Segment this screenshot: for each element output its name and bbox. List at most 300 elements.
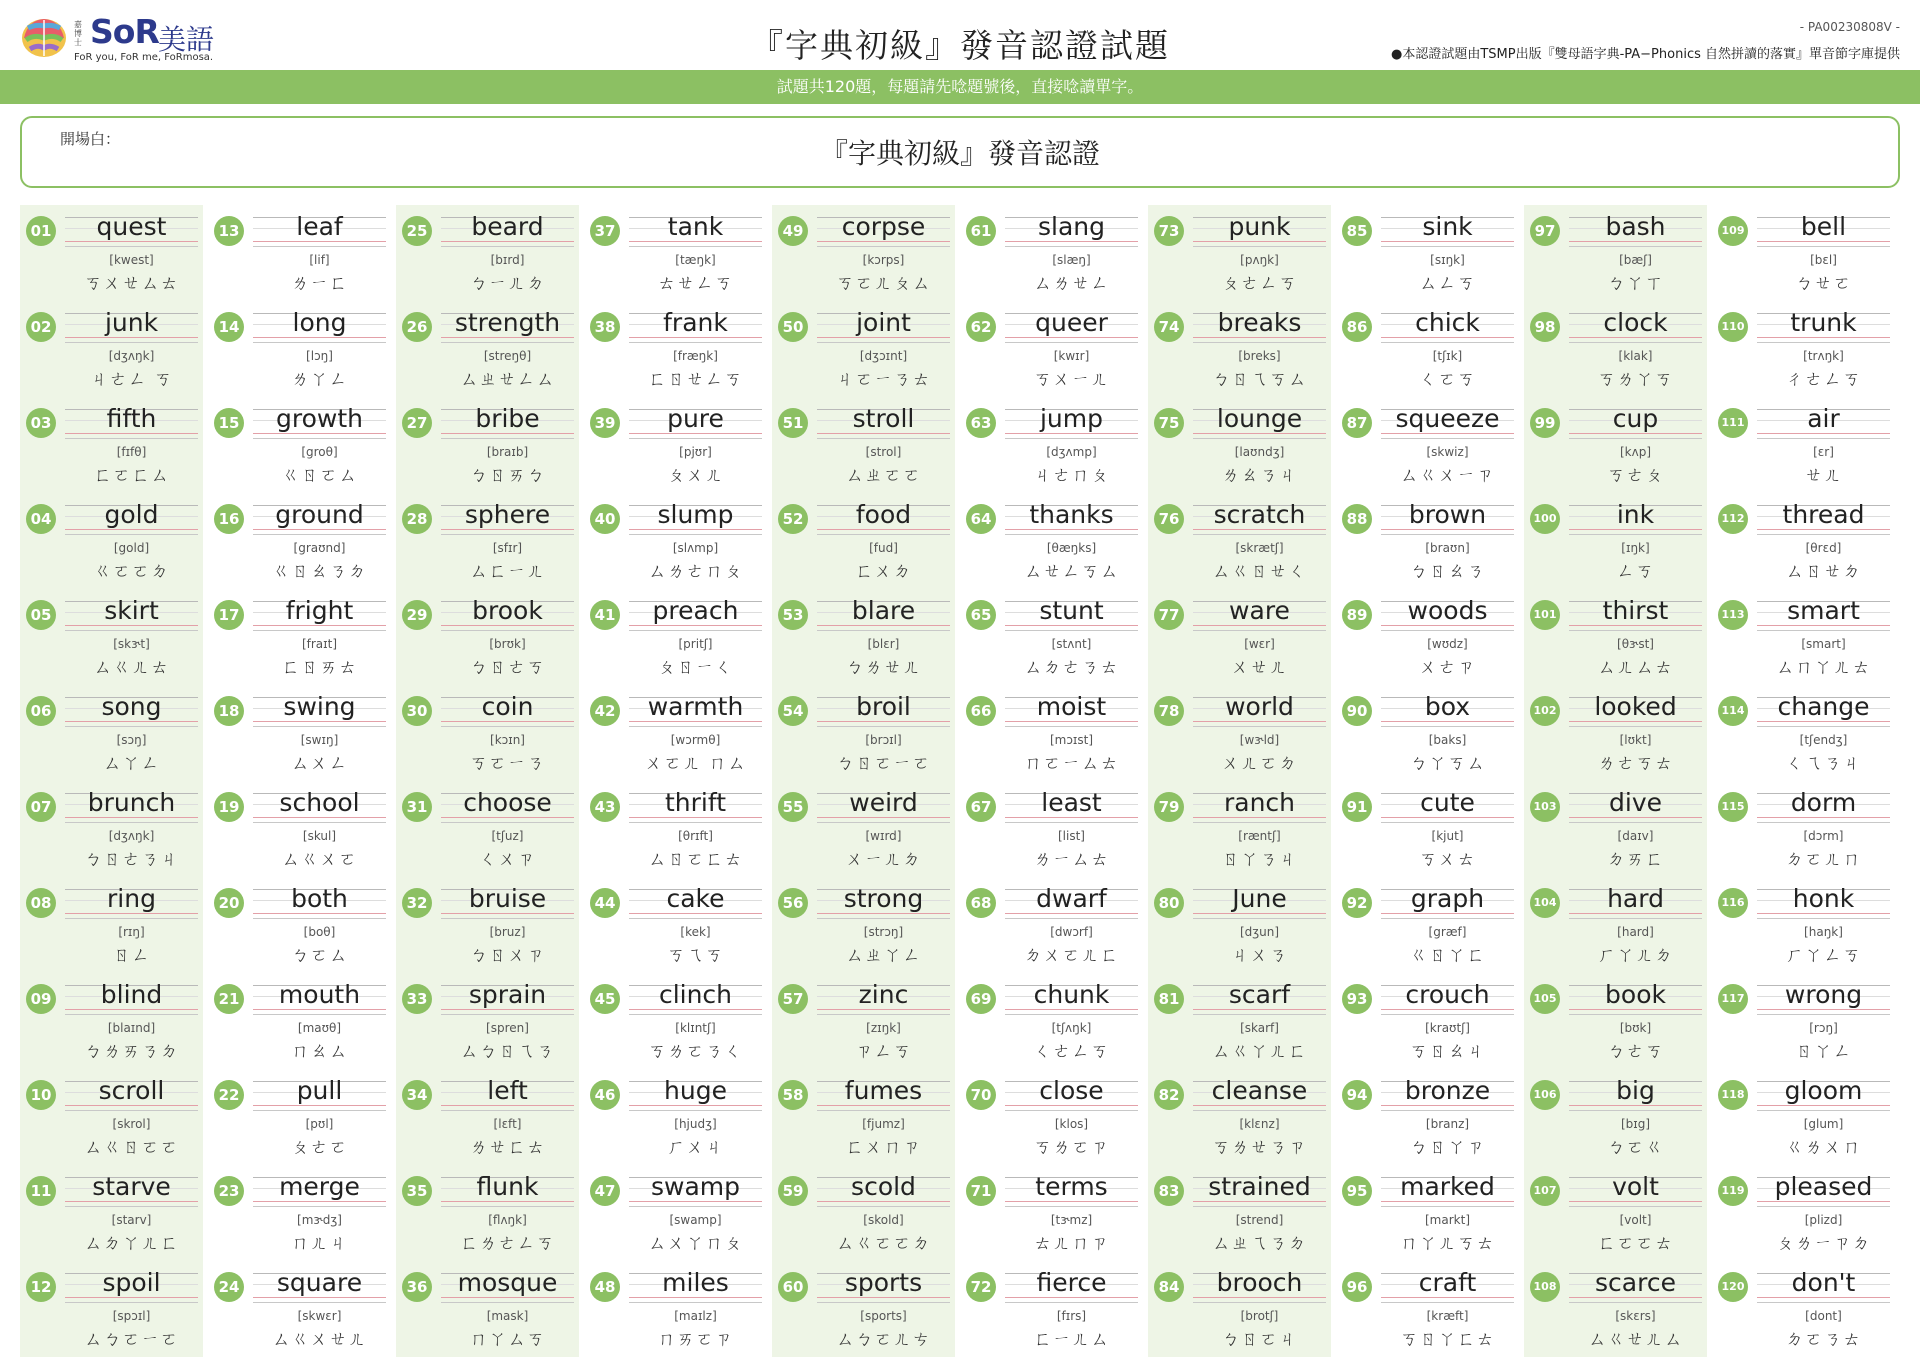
word-text: craft [1418, 1268, 1477, 1297]
word-text: weird [849, 788, 918, 817]
word-text: scratch [1213, 500, 1306, 529]
word-item [584, 685, 767, 781]
word-item [208, 877, 391, 973]
item-number-badge: 109 [1718, 216, 1748, 246]
zhuyin-transcription: ㄎㄨㄝㄙㄊ [84, 273, 179, 294]
zhuyin-transcription: ㄙㄅㄛㄧㄛ [84, 1329, 179, 1350]
writing-lines [817, 884, 950, 919]
word-text: swamp [650, 1172, 740, 1201]
word-item [208, 301, 391, 397]
word-text: growth [276, 404, 363, 433]
word-item [960, 877, 1143, 973]
item-number-badge: 13 [214, 216, 244, 246]
item-number-badge: 111 [1718, 408, 1748, 438]
item-number-badge: 51 [778, 408, 808, 438]
item-number-badge: 61 [966, 216, 996, 246]
word-text: dwarf [1036, 884, 1107, 913]
ipa-transcription: [sports] [860, 1309, 907, 1323]
writing-lines [253, 788, 386, 823]
word-item [1712, 1261, 1895, 1357]
item-number-badge: 77 [1154, 600, 1184, 630]
ipa-transcription: [strol] [865, 445, 902, 459]
word-item [960, 397, 1143, 493]
word-text: tank [667, 212, 724, 241]
writing-lines [253, 1268, 386, 1303]
writing-lines [1757, 500, 1890, 535]
item-number-badge: 91 [1342, 792, 1372, 822]
writing-lines [1569, 788, 1702, 823]
item-number-badge: 03 [26, 408, 56, 438]
item-number-badge: 102 [1530, 696, 1560, 726]
word-text: skirt [104, 596, 159, 625]
ipa-transcription: [streŋθ] [483, 349, 532, 363]
writing-lines [65, 884, 198, 919]
ipa-transcription: [baks] [1428, 733, 1467, 747]
item-number-badge: 06 [26, 696, 56, 726]
word-text: corpse [841, 212, 926, 241]
item-number-badge: 39 [590, 408, 620, 438]
zhuyin-transcription: ㄅㄖㄟㄎㄙ [1212, 369, 1307, 390]
ipa-transcription: [strɔŋ] [863, 925, 904, 939]
writing-lines [65, 500, 198, 535]
word-text: left [487, 1076, 528, 1105]
word-text: honk [1792, 884, 1855, 913]
ipa-transcription: [skrætʃ] [1235, 541, 1284, 555]
word-text: sink [1422, 212, 1473, 241]
item-number-badge: 75 [1154, 408, 1184, 438]
word-text: pull [296, 1076, 343, 1105]
ipa-transcription: [lif] [309, 253, 330, 267]
word-text: thrift [664, 788, 727, 817]
word-item [1524, 493, 1707, 589]
word-item [208, 589, 391, 685]
item-number-badge: 28 [402, 504, 432, 534]
ipa-transcription: [tʃuz] [491, 829, 524, 843]
word-column [396, 205, 579, 1357]
word-text: queer [1035, 308, 1108, 337]
word-text: least [1041, 788, 1102, 817]
writing-lines [1193, 500, 1326, 535]
ipa-transcription: [fɪfθ] [116, 445, 147, 459]
word-text: stunt [1039, 596, 1104, 625]
zhuyin-transcription: ㄇㄛㄧㄙㄊ [1024, 753, 1119, 774]
word-text: food [855, 500, 912, 529]
word-text: scroll [98, 1076, 165, 1105]
writing-lines [817, 692, 950, 727]
word-item [1148, 1261, 1331, 1357]
word-text: merge [279, 1172, 360, 1201]
zhuyin-transcription: ㄍㄖㄠㄋㄉ [272, 561, 367, 582]
writing-lines [1005, 500, 1138, 535]
zhuyin-transcription: ㄨㄛㄦ ㄇㄙ [644, 753, 747, 774]
writing-lines [65, 1268, 198, 1303]
word-item [396, 973, 579, 1069]
word-item [1148, 781, 1331, 877]
writing-lines [1569, 500, 1702, 535]
item-number-badge: 48 [590, 1272, 620, 1302]
ipa-transcription: [kwest] [109, 253, 154, 267]
writing-lines [629, 404, 762, 439]
word-text: gold [104, 500, 159, 529]
zhuyin-transcription: ㄅㄖㄞㄅ [469, 465, 546, 486]
writing-lines [817, 788, 950, 823]
writing-lines [65, 212, 198, 247]
zhuyin-transcription: ㄇㄚㄦㄎㄊ [1400, 1233, 1495, 1254]
word-text: world [1225, 692, 1294, 721]
word-text: don't [1791, 1268, 1856, 1297]
ipa-transcription: [dʒʌŋk] [108, 829, 155, 843]
item-number-badge: 40 [590, 504, 620, 534]
writing-lines [1757, 404, 1890, 439]
word-text: sprain [468, 980, 547, 1009]
writing-lines [1381, 692, 1514, 727]
item-number-badge: 35 [402, 1176, 432, 1206]
item-number-badge: 41 [590, 600, 620, 630]
zhuyin-transcription: ㄎㄛㄦㄆㄙ [836, 273, 931, 294]
word-item [584, 589, 767, 685]
word-text: bronze [1404, 1076, 1491, 1105]
word-text: junk [104, 308, 159, 337]
zhuyin-transcription: ㄙㄚㄥ [103, 753, 160, 774]
word-item [1524, 397, 1707, 493]
ipa-transcription: [flʌŋk] [488, 1213, 527, 1227]
word-text: air [1807, 404, 1840, 433]
zhuyin-transcription: ㄎㄌㄛㄋㄑ [648, 1041, 743, 1062]
ipa-transcription: [strend] [1235, 1213, 1284, 1227]
word-item [1712, 781, 1895, 877]
ipa-transcription: [mɔɪst] [1049, 733, 1094, 747]
writing-lines [817, 1268, 950, 1303]
zhuyin-transcription: ㄙㄍㄝㄦㄙ [1588, 1329, 1683, 1350]
zhuyin-transcription: ㄙㄍㄖㄛㄛ [84, 1137, 179, 1158]
zhuyin-transcription: ㄌㄠㄋㄐ [1221, 465, 1298, 486]
word-text: thread [1782, 500, 1865, 529]
zhuyin-transcription: ㄙㄓㄟㄋㄉ [1212, 1233, 1307, 1254]
writing-lines [1757, 1172, 1890, 1207]
zhuyin-transcription: ㄎㄖㄚㄈㄊ [1400, 1329, 1495, 1350]
writing-lines [441, 692, 574, 727]
ipa-transcription: [fɪrs] [1056, 1309, 1087, 1323]
word-item [20, 973, 203, 1069]
word-item [960, 205, 1143, 301]
instructions-bar: 試題共120題，每題請先唸題號後，直接唸讀單字。 [0, 70, 1920, 104]
item-number-badge: 24 [214, 1272, 244, 1302]
zhuyin-transcription: ㄙㄉㄚㄦㄈ [84, 1233, 179, 1254]
word-item [1712, 973, 1895, 1069]
item-number-badge: 20 [214, 888, 244, 918]
item-number-badge: 55 [778, 792, 808, 822]
word-text: thirst [1602, 596, 1669, 625]
zhuyin-transcription: ㄅㄖㄛㄧㄛ [836, 753, 931, 774]
zhuyin-transcription: ㄍㄌㄨㄇ [1785, 1137, 1862, 1158]
word-item [396, 589, 579, 685]
word-item [208, 685, 391, 781]
writing-lines [1381, 596, 1514, 631]
item-number-badge: 117 [1718, 984, 1748, 1014]
item-number-badge: 27 [402, 408, 432, 438]
word-item [960, 685, 1143, 781]
ipa-transcription: [fud] [869, 541, 898, 555]
zhuyin-transcription: ㄉㄨㄛㄦㄈ [1024, 945, 1119, 966]
word-text: long [292, 308, 347, 337]
ipa-transcription: [gold] [113, 541, 150, 555]
word-item [772, 877, 955, 973]
writing-lines [253, 980, 386, 1015]
writing-lines [253, 404, 386, 439]
writing-lines [1005, 596, 1138, 631]
zhuyin-transcription: ㄅㄖㄠㄋ [1409, 561, 1486, 582]
ipa-transcription: [wɔrmθ] [670, 733, 721, 747]
ipa-transcription: [wɝld] [1239, 733, 1280, 747]
zhuyin-transcription: ㄎㄨㄊ [1419, 849, 1476, 870]
ipa-transcription: [mask] [486, 1309, 529, 1323]
writing-lines [1757, 788, 1890, 823]
ipa-transcription: [sɔŋ] [116, 733, 147, 747]
ipa-transcription: [blaɪnd] [107, 1021, 156, 1035]
ipa-transcription: [blɛr] [867, 637, 900, 651]
ipa-transcription: [markt] [1425, 1213, 1470, 1227]
item-number-badge: 96 [1342, 1272, 1372, 1302]
ipa-transcription: [fræŋk] [673, 349, 718, 363]
word-text: bell [1800, 212, 1847, 241]
word-item [1148, 1165, 1331, 1261]
word-text: quest [96, 212, 167, 241]
word-item [1524, 781, 1707, 877]
zhuyin-transcription: ㄇㄦㄐ [291, 1233, 348, 1254]
ipa-transcription: [dwɔrf] [1050, 925, 1093, 939]
writing-lines [253, 692, 386, 727]
zhuyin-transcription: ㄙㄨㄥ [291, 753, 348, 774]
word-text: ring [107, 884, 156, 913]
zhuyin-transcription: ㄈㄖㄝㄥㄎ [648, 369, 743, 390]
writing-lines [1569, 212, 1702, 247]
word-text: warmth [647, 692, 744, 721]
ipa-transcription: [groθ] [301, 445, 338, 459]
word-item [20, 493, 203, 589]
word-text: cleanse [1211, 1076, 1308, 1105]
item-number-badge: 85 [1342, 216, 1372, 246]
word-item [584, 1261, 767, 1357]
item-number-badge: 74 [1154, 312, 1184, 342]
ipa-transcription: [brʊk] [489, 637, 526, 651]
item-number-badge: 93 [1342, 984, 1372, 1014]
word-item [1148, 589, 1331, 685]
item-number-badge: 76 [1154, 504, 1184, 534]
word-text: bruise [468, 884, 547, 913]
writing-lines [1193, 1268, 1326, 1303]
opening-box [20, 116, 1900, 188]
ipa-transcription: [volt] [1619, 1213, 1652, 1227]
word-item [1148, 877, 1331, 973]
item-number-badge: 29 [402, 600, 432, 630]
zhuyin-transcription: ㄅㄛㄍ [1607, 1137, 1664, 1158]
zhuyin-transcription: ㄆㄌㄧㄗㄉ [1776, 1233, 1871, 1254]
zhuyin-transcription: ㄌㄧㄙㄊ [1033, 849, 1110, 870]
word-item [20, 685, 203, 781]
word-text: brook [472, 596, 543, 625]
word-column [208, 205, 391, 1357]
zhuyin-transcription: ㄐㄜㄥ ㄎ [90, 369, 173, 390]
word-item [584, 877, 767, 973]
zhuyin-transcription: ㄥㄎ [1616, 561, 1655, 582]
writing-lines [629, 212, 762, 247]
writing-lines [441, 980, 574, 1015]
item-number-badge: 80 [1154, 888, 1184, 918]
word-item [960, 589, 1143, 685]
word-item [1336, 301, 1519, 397]
ipa-transcription: [tʃendʒ] [1799, 733, 1848, 747]
word-text: brown [1408, 500, 1487, 529]
word-item [584, 205, 767, 301]
writing-lines [817, 1076, 950, 1111]
writing-lines [65, 596, 198, 631]
item-number-badge: 21 [214, 984, 244, 1014]
writing-lines [629, 692, 762, 727]
ipa-transcription: [græf] [1428, 925, 1467, 939]
zhuyin-transcription: ㄌㄚㄥ [291, 369, 348, 390]
item-number-badge: 58 [778, 1080, 808, 1110]
zhuyin-transcription: ㄏㄚㄦㄉ [1597, 945, 1674, 966]
writing-lines [1757, 596, 1890, 631]
ipa-transcription: [θrɪft] [678, 829, 713, 843]
zhuyin-transcription: ㄙㄖㄝㄉ [1785, 561, 1862, 582]
logo-tagline: FoR you, FoR me, FoRmosa. [74, 52, 214, 63]
word-item [396, 1069, 579, 1165]
word-text: clinch [658, 980, 733, 1009]
zhuyin-transcription: ㄌㄧㄈ [291, 273, 348, 294]
ipa-transcription: [bɛl] [1810, 253, 1837, 267]
word-item [1336, 973, 1519, 1069]
word-text: bribe [475, 404, 540, 433]
word-text: cake [666, 884, 725, 913]
zhuyin-transcription: ㄉㄛㄋㄊ [1785, 1329, 1862, 1350]
writing-lines [629, 788, 762, 823]
writing-lines [1005, 788, 1138, 823]
ipa-transcription: [swɪŋ] [300, 733, 339, 747]
zhuyin-transcription: ㄖㄚㄥ [1795, 1041, 1852, 1062]
word-item [208, 1165, 391, 1261]
ipa-transcription: [dont] [1805, 1309, 1842, 1323]
writing-lines [1569, 1172, 1702, 1207]
word-item [772, 685, 955, 781]
word-text: scarf [1228, 980, 1291, 1009]
word-item [960, 1261, 1143, 1357]
item-number-badge: 07 [26, 792, 56, 822]
writing-lines [253, 884, 386, 919]
item-number-badge: 83 [1154, 1176, 1184, 1206]
ipa-transcription: [slæŋ] [1052, 253, 1091, 267]
word-item [772, 589, 955, 685]
zhuyin-transcription: ㄐㄜㄇㄆ [1033, 465, 1110, 486]
zhuyin-transcription: ㄙㄝㄥㄎㄙ [1024, 561, 1119, 582]
word-text: school [279, 788, 360, 817]
ipa-transcription: [laʊndʒ] [1234, 445, 1285, 459]
writing-lines [1381, 404, 1514, 439]
writing-lines [1381, 788, 1514, 823]
zhuyin-transcription: ㄅㄌㄞㄋㄉ [84, 1041, 179, 1062]
item-number-badge: 63 [966, 408, 996, 438]
word-item [1712, 1069, 1895, 1165]
word-item [208, 1069, 391, 1165]
ipa-transcription: [θrɛd] [1805, 541, 1842, 555]
word-item [1148, 397, 1331, 493]
item-number-badge: 89 [1342, 600, 1372, 630]
zhuyin-transcription: ㄎㄌㄚㄎ [1597, 369, 1674, 390]
writing-lines [1381, 308, 1514, 343]
ipa-transcription: [list] [1058, 829, 1085, 843]
word-item [1148, 301, 1331, 397]
zhuyin-transcription: ㄈㄛㄛㄊ [1597, 1233, 1674, 1254]
item-number-badge: 50 [778, 312, 808, 342]
zhuyin-transcription: ㄑㄨㄗ [479, 849, 536, 870]
word-item [1524, 301, 1707, 397]
word-text: sphere [464, 500, 551, 529]
ipa-transcription: [ɛr] [1813, 445, 1834, 459]
writing-lines [817, 1172, 950, 1207]
writing-lines [817, 596, 950, 631]
writing-lines [1569, 980, 1702, 1015]
writing-lines [441, 596, 574, 631]
word-text: dive [1609, 788, 1662, 817]
item-number-badge: 67 [966, 792, 996, 822]
word-text: joint [856, 308, 911, 337]
item-number-badge: 71 [966, 1176, 996, 1206]
writing-lines [1569, 692, 1702, 727]
item-number-badge: 116 [1718, 888, 1748, 918]
word-item [960, 781, 1143, 877]
word-item [1712, 1165, 1895, 1261]
ipa-transcription: [mɝdʒ] [297, 1213, 342, 1227]
word-text: brooch [1216, 1268, 1303, 1297]
zhuyin-transcription: ㄉㄛㄦㄇ [1785, 849, 1862, 870]
writing-lines [1193, 884, 1326, 919]
word-item [772, 781, 955, 877]
ipa-transcription: [boθ] [303, 925, 336, 939]
ipa-transcription: [daɪv] [1617, 829, 1654, 843]
writing-lines [253, 212, 386, 247]
ipa-transcription: [dʒun] [1239, 925, 1280, 939]
word-text: strained [1208, 1172, 1311, 1201]
item-number-badge: 90 [1342, 696, 1372, 726]
word-item [1712, 397, 1895, 493]
word-text: huge [664, 1076, 727, 1105]
ipa-transcription: [hard] [1617, 925, 1654, 939]
word-text: strong [843, 884, 924, 913]
writing-lines [1381, 500, 1514, 535]
word-text: cup [1612, 404, 1659, 433]
zhuyin-transcription: ㄙㄍㄛㄛㄉ [836, 1233, 931, 1254]
item-number-badge: 107 [1530, 1176, 1560, 1206]
zhuyin-transcription: ㄙㄌㄝㄥ [1033, 273, 1110, 294]
item-number-badge: 30 [402, 696, 432, 726]
word-item [1524, 589, 1707, 685]
ipa-transcription: [maʊθ] [297, 1021, 342, 1035]
word-text: fright [285, 596, 354, 625]
zhuyin-transcription: ㄙㄍㄖㄝㄑ [1212, 561, 1307, 582]
ipa-transcription: [θæŋks] [1046, 541, 1097, 555]
item-number-badge: 69 [966, 984, 996, 1014]
writing-lines [65, 404, 198, 439]
logo-name: SoR [90, 12, 159, 51]
word-text: ware [1229, 596, 1290, 625]
item-number-badge: 86 [1342, 312, 1372, 342]
item-number-badge: 82 [1154, 1080, 1184, 1110]
item-number-badge: 104 [1530, 888, 1560, 918]
item-number-badge: 46 [590, 1080, 620, 1110]
item-number-badge: 36 [402, 1272, 432, 1302]
item-number-badge: 59 [778, 1176, 808, 1206]
word-text: chick [1415, 308, 1480, 337]
